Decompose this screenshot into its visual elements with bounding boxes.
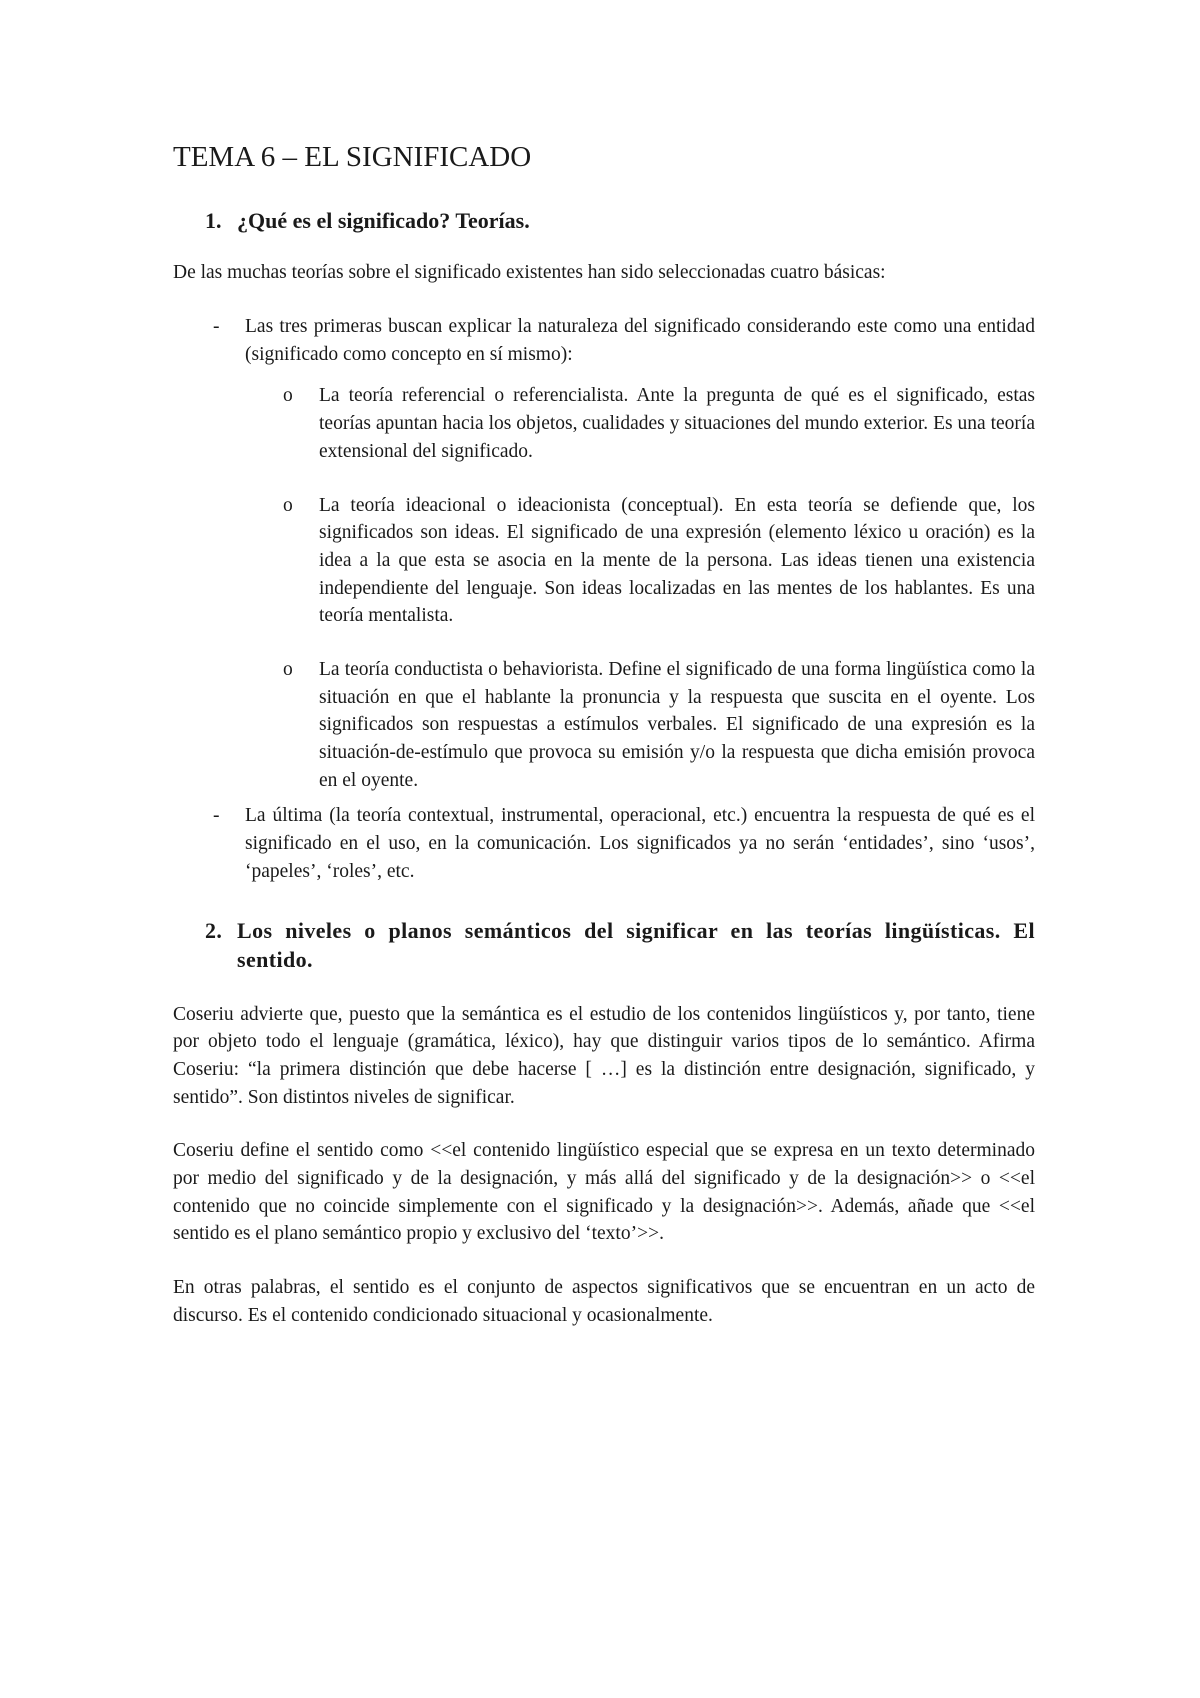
- section-2-paragraph: Coseriu advierte que, puesto que la semántica es el estudio de los contenidos lingüísticos y, por tanto, tiene por objeto todo el lenguaje (gramática, léxico), hay que distinguir varios tipos de lo semántico. Afirma Coseriu: “la primera distinción que debe hacerse [ …] es la distinción entre designación, significado, y sentido”. Son distintos niveles de significar.: [173, 1003, 1035, 1108]
- sub-list-item: [173, 382, 1035, 465]
- section-heading-1: [173, 207, 1035, 236]
- sub-list: [173, 382, 1035, 794]
- sub-list-item: [173, 656, 1035, 794]
- section-number: 2.: [205, 918, 223, 944]
- dash-marker: -: [213, 316, 220, 338]
- dash-list-item: [173, 313, 1035, 368]
- section-title: Los niveles o planos semánticos del significar en las teorías lingüísticas. El sentido.: [237, 918, 1035, 973]
- document-page: [173, 140, 1035, 1356]
- section-number: 1.: [205, 207, 222, 233]
- sub-item-text: La teoría ideacional o ideacionista (conceptual). En esta teoría se defiende que, los significados son ideas. El significado de una expresión (elemento léxico u oración) es la idea a la que esta se asocia en la mente de la persona. Las ideas tienen una existencia independiente del lenguaje. Son ideas localizadas en las mentes de los hablantes. Es una teoría mentalista.: [319, 494, 1035, 627]
- sub-list-item: [173, 492, 1035, 630]
- circle-bullet: o: [283, 385, 293, 407]
- section-2-paragraph: Coseriu define el sentido como <<el contenido lingüístico especial que se expresa en un texto determinado por medio del significado y de la designación, y más allá del significado y de la designación>> o <<el contenido que no coincide simplemente con el significado y la designación>>. Además, añade que <<el sentido es el plano semántico propio y exclusivo del ‘texto’>>.: [173, 1140, 1035, 1245]
- document-title: TEMA 6 – EL SIGNIFICADO: [173, 141, 532, 173]
- dash-marker: -: [213, 805, 220, 827]
- section-1-intro: De las muchas teorías sobre el significado existentes han sido seleccionadas cuatro básicas:: [173, 262, 886, 284]
- sub-item-text: La teoría conductista o behaviorista. Define el significado de una forma lingüística como la situación en que el hablante la pronuncia y la respuesta que suscita en el oyente. Los significados son respuestas a estímulos verbales. El significado de una expresión es la situación-de-estímulo que provoca su emisión y/o la respuesta que dicha emisión provoca en el oyente.: [319, 658, 1035, 791]
- dash-list-item: [173, 802, 1035, 885]
- section-heading-2: [173, 917, 1035, 974]
- circle-bullet: o: [283, 658, 293, 680]
- section-2-paragraph: En otras palabras, el sentido es el conjunto de aspectos significativos que se encuentran en un acto de discurso. Es el contenido condicionado situacional y ocasionalmente.: [173, 1277, 1035, 1326]
- circle-bullet: o: [283, 494, 293, 516]
- dash-item-text: La última (la teoría contextual, instrumental, operacional, etc.) encuentra la respuesta de qué es el significado en el uso, en la comunicación. Los significados ya no serán ‘entidades’, sino ‘usos’, ‘papeles’, ‘roles’, etc.: [245, 805, 1035, 882]
- section-title: ¿Qué es el significado? Teorías.: [237, 207, 530, 233]
- dash-item-text: Las tres primeras buscan explicar la naturaleza del significado considerando este como una entidad (significado como concepto en sí mismo):: [245, 316, 1035, 365]
- sub-item-text: La teoría referencial o referencialista. Ante la pregunta de qué es el significado, estas teorías apuntan hacia los objetos, cualidades y situaciones del mundo exterior. Es una teoría extensional del significado.: [319, 385, 1035, 462]
